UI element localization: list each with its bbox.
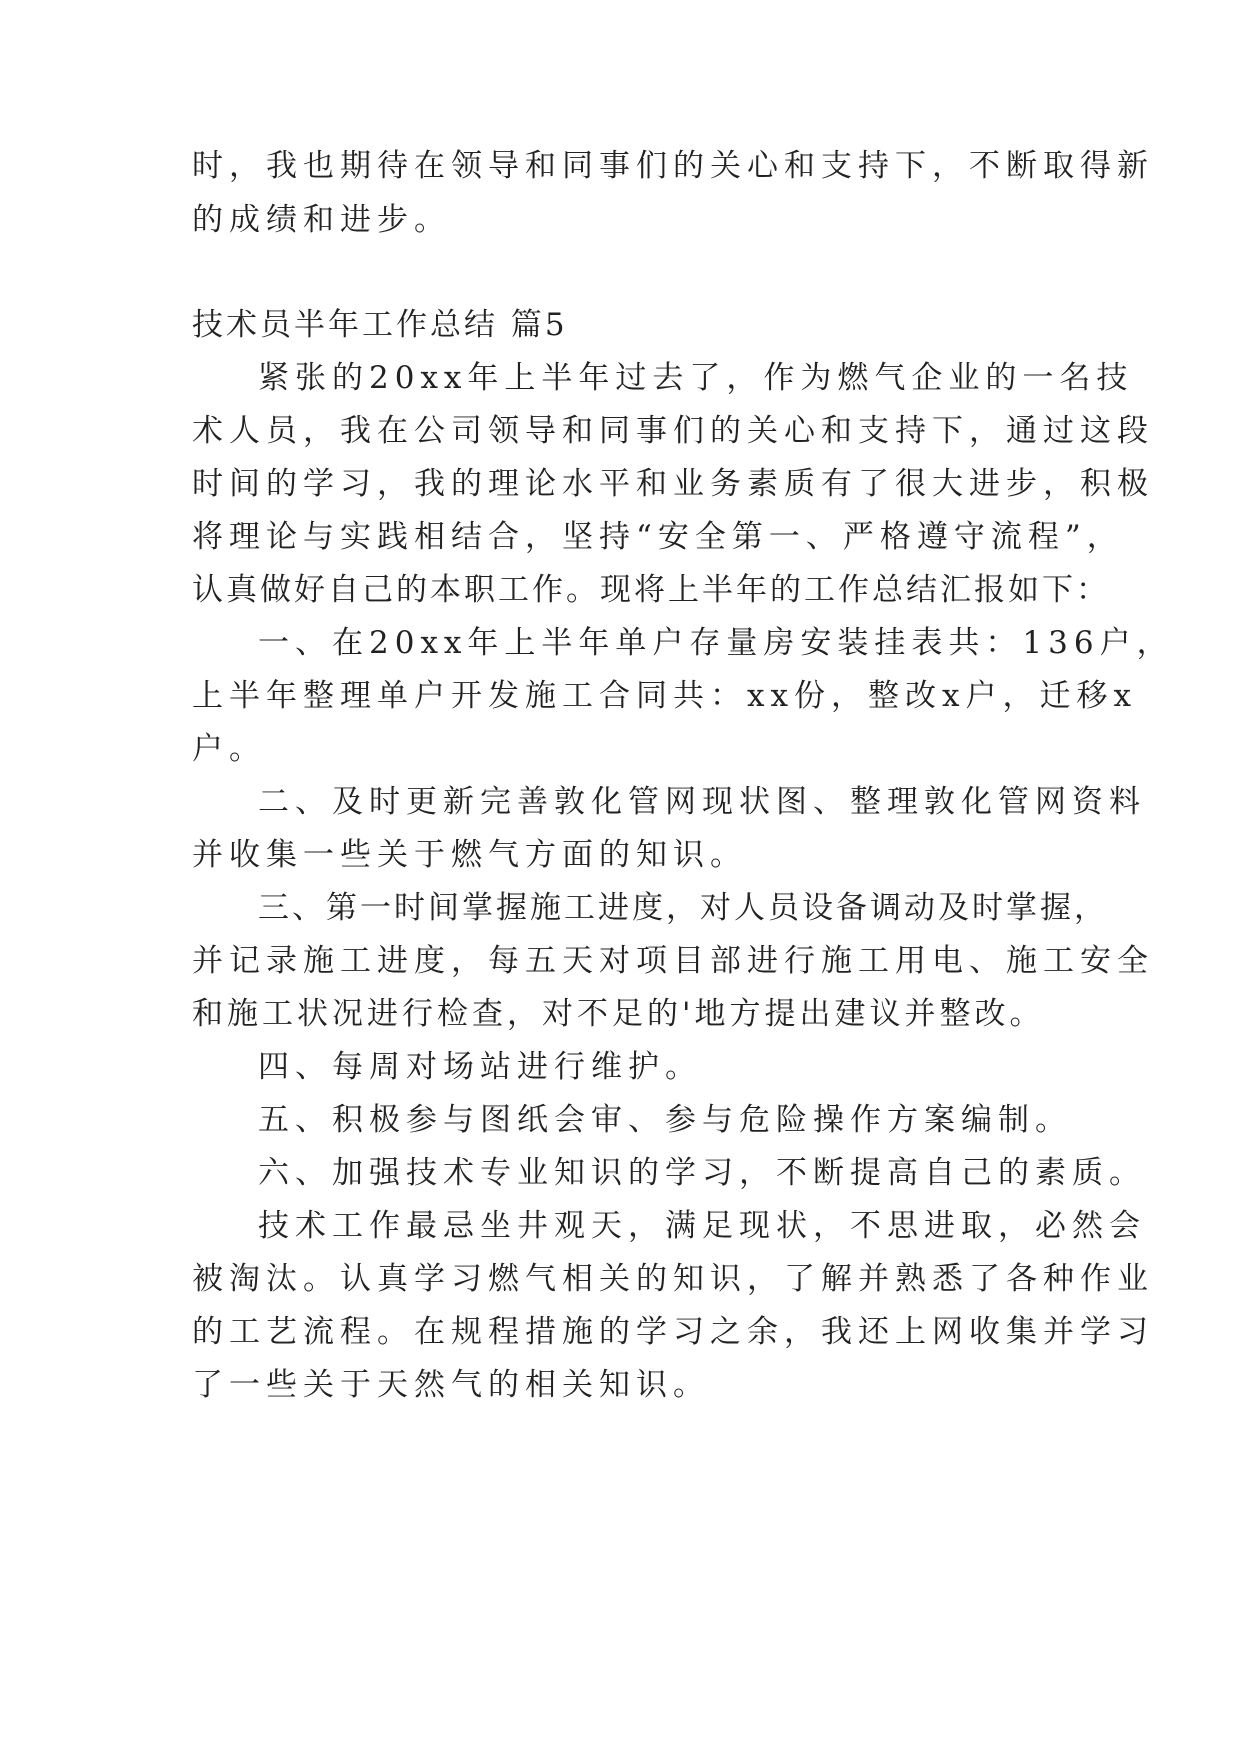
item1-line-3: 户。 — [192, 731, 266, 767]
paragraph1-line-5: 认真做好自己的本职工作。现将上半年的工作总结汇报如下： — [192, 572, 1110, 608]
item2-line-2: 并收集一些关于燃气方面的知识。 — [192, 837, 747, 873]
section-title: 技术员半年工作总结 篇5 — [192, 307, 568, 343]
intro-line-2: 的成绩和进步。 — [192, 202, 451, 238]
closing-line-1: 技术工作最忌坐井观天，满足现状，不思进取，必然会 — [258, 1208, 1146, 1244]
item6: 六、加强技术专业知识的学习，不断提高自己的素质。 — [258, 1155, 1146, 1191]
intro-line-1: 时，我也期待在领导和同事们的关心和支持下，不断取得新 — [192, 148, 1154, 184]
item1-line-2: 上半年整理单户开发施工合同共：xx份，整改x户，迁移x — [192, 678, 1137, 714]
item3-line-2: 并记录施工进度，每五天对项目部进行施工用电、施工安全 — [192, 943, 1154, 979]
closing-line-2: 被淘汰。认真学习燃气相关的知识，了解并熟悉了各种作业 — [192, 1261, 1154, 1297]
paragraph1-line-1: 紧张的20xx年上半年过去了，作为燃气企业的一名技 — [258, 360, 1134, 396]
item4: 四、每周对场站进行维护。 — [258, 1049, 702, 1085]
item5: 五、积极参与图纸会审、参与危险操作方案编制。 — [258, 1102, 1072, 1138]
item2-line-1: 二、及时更新完善敦化管网现状图、整理敦化管网资料 — [258, 784, 1146, 820]
paragraph1-line-3: 时间的学习，我的理论水平和业务素质有了很大进步，积极 — [192, 466, 1154, 502]
paragraph1-line-4: 将理论与实践相结合，坚持“安全第一、严格遵守流程”， — [192, 519, 1124, 555]
closing-line-3: 的工艺流程。在规程措施的学习之余，我还上网收集并学习 — [192, 1314, 1154, 1350]
closing-line-4: 了一些关于天然气的相关知识。 — [192, 1367, 710, 1403]
paragraph1-line-2: 术人员，我在公司领导和同事们的关心和支持下，通过这段 — [192, 413, 1154, 449]
item3-line-1: 三、第一时间掌握施工进度，对人员设备调动及时掌握， — [258, 890, 1108, 926]
item3-line-3: 和施工状况进行检查，对不足的'地方提出建议并整改。 — [192, 996, 1045, 1032]
item1-line-1: 一、在20xx年上半年单户存量房安装挂表共：136户， — [258, 625, 1174, 661]
